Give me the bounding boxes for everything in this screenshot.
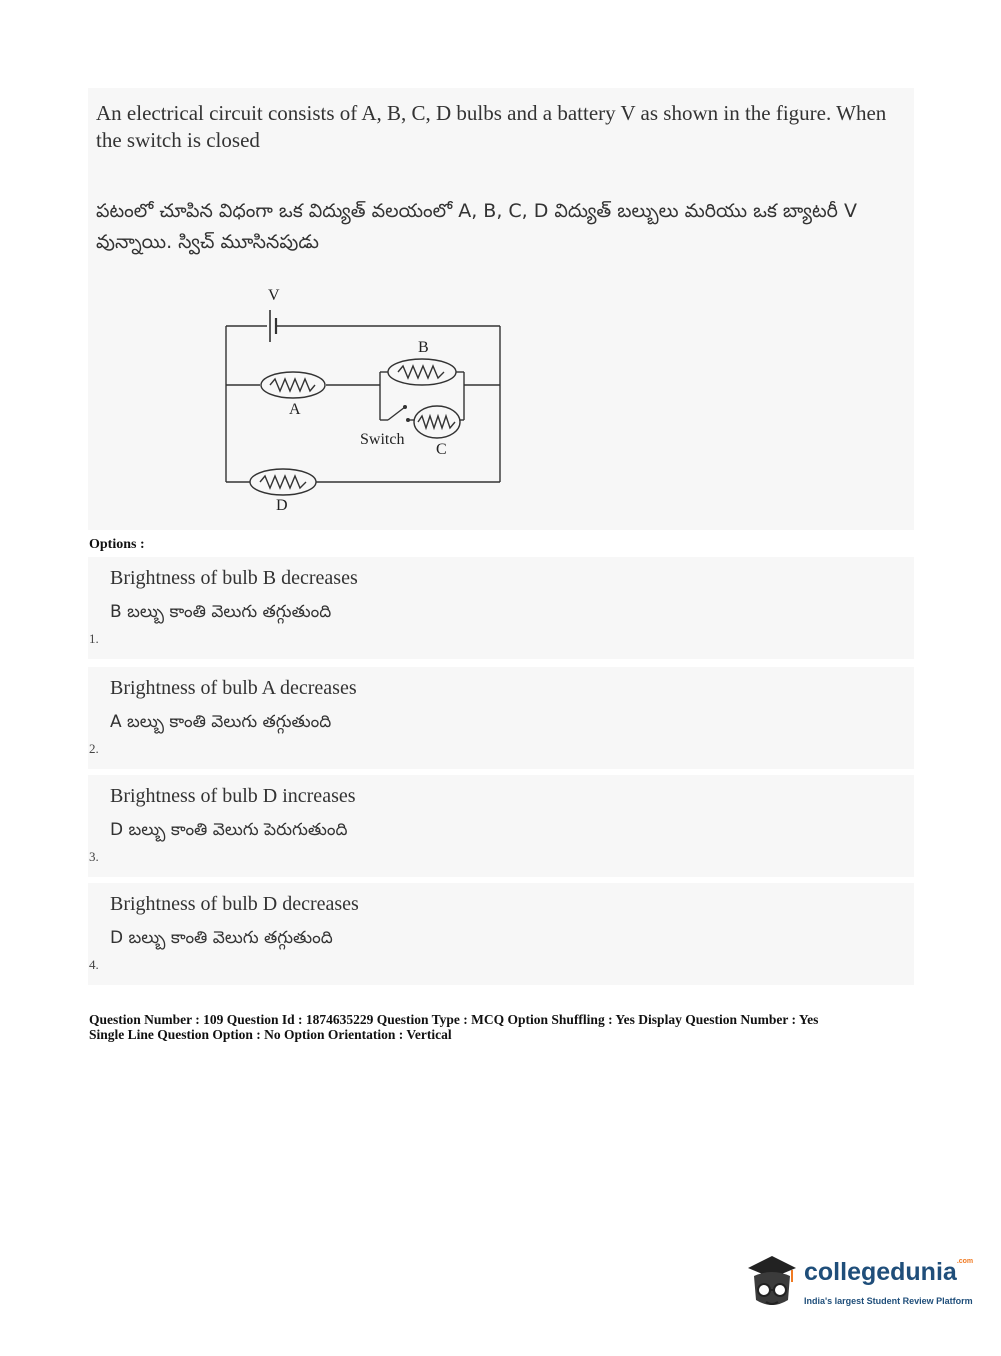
bulb-b-label: B (418, 339, 429, 356)
option-text-telugu: A బల్బు కాంతి వెలుగు తగ్గుతుంది (110, 712, 332, 732)
option-number: 1. (89, 631, 99, 646)
logo-name: collegedunia (804, 1258, 957, 1286)
option-text-english: Brightness of bulb A decreases (110, 677, 357, 699)
switch-terminal (406, 418, 410, 422)
option-number: 4. (89, 957, 99, 972)
switch-label: Switch (360, 431, 405, 448)
question-block (88, 88, 914, 530)
bulb-a-label: A (289, 401, 301, 418)
bulb-d-label: D (276, 497, 288, 514)
metadata-line-2: Single Line Question Option : No Option Orientation : Vertical (89, 1027, 452, 1042)
circuit-diagram (208, 280, 528, 520)
option-text-telugu: B బల్బు కాంతి వెలుగు తగ్గుతుంది (110, 602, 332, 622)
option-number: 2. (89, 741, 99, 756)
option-number: 3. (89, 849, 99, 864)
metadata-line-1: Question Number : 109 Question Id : 1874635229 Question Type : MCQ Option Shuffling : Yes Display Question Number : Yes (89, 1012, 819, 1027)
option-text-telugu: D బల్బు కాంతి వెలుగు పెరుగుతుంది (110, 820, 348, 840)
option-2[interactable] (88, 667, 914, 769)
mascot-icon (742, 1250, 800, 1314)
question-text-english: An electrical circuit consists of A, B, C, D bulbs and a battery V as shown in the figure. When the switch is closed (96, 101, 887, 152)
collegedunia-logo[interactable] (742, 1250, 972, 1320)
switch-contact (403, 405, 407, 409)
battery-label: V (268, 287, 280, 304)
option-text-telugu: D బల్బు కాంతి వెలుగు తగ్గుతుంది (110, 928, 333, 948)
switch-lever (388, 407, 405, 420)
logo-tagline: India's largest Student Review Platform (804, 1296, 973, 1306)
bulb-a-filament (270, 379, 315, 391)
logo-suffix: .com (956, 1258, 974, 1265)
options-heading: Options : (89, 537, 145, 552)
bulb-c-label: C (436, 441, 447, 458)
option-text-english: Brightness of bulb D increases (110, 785, 356, 807)
question-metadata (89, 1012, 969, 1042)
question-text-telugu: పటంలో చూపిన విధంగా ఒక విద్యుత్ వలయంలో A, B, C, D విద్యుత్ బల్బులు మరియు ఒక బ్యాటరీ V వున్నాయి. స్విచ్ మూసినపుడు (96, 200, 857, 253)
bulb-b-filament (398, 366, 444, 378)
option-3[interactable] (88, 775, 914, 877)
option-1[interactable] (88, 557, 914, 659)
option-4[interactable] (88, 883, 914, 985)
logo-wordmark (804, 1258, 973, 1287)
bulb-c (414, 406, 460, 438)
option-text-english: Brightness of bulb D decreases (110, 893, 359, 915)
option-text-english: Brightness of bulb B decreases (110, 567, 358, 589)
bulb-c-filament (418, 416, 455, 428)
bulb-d-filament (260, 476, 306, 488)
